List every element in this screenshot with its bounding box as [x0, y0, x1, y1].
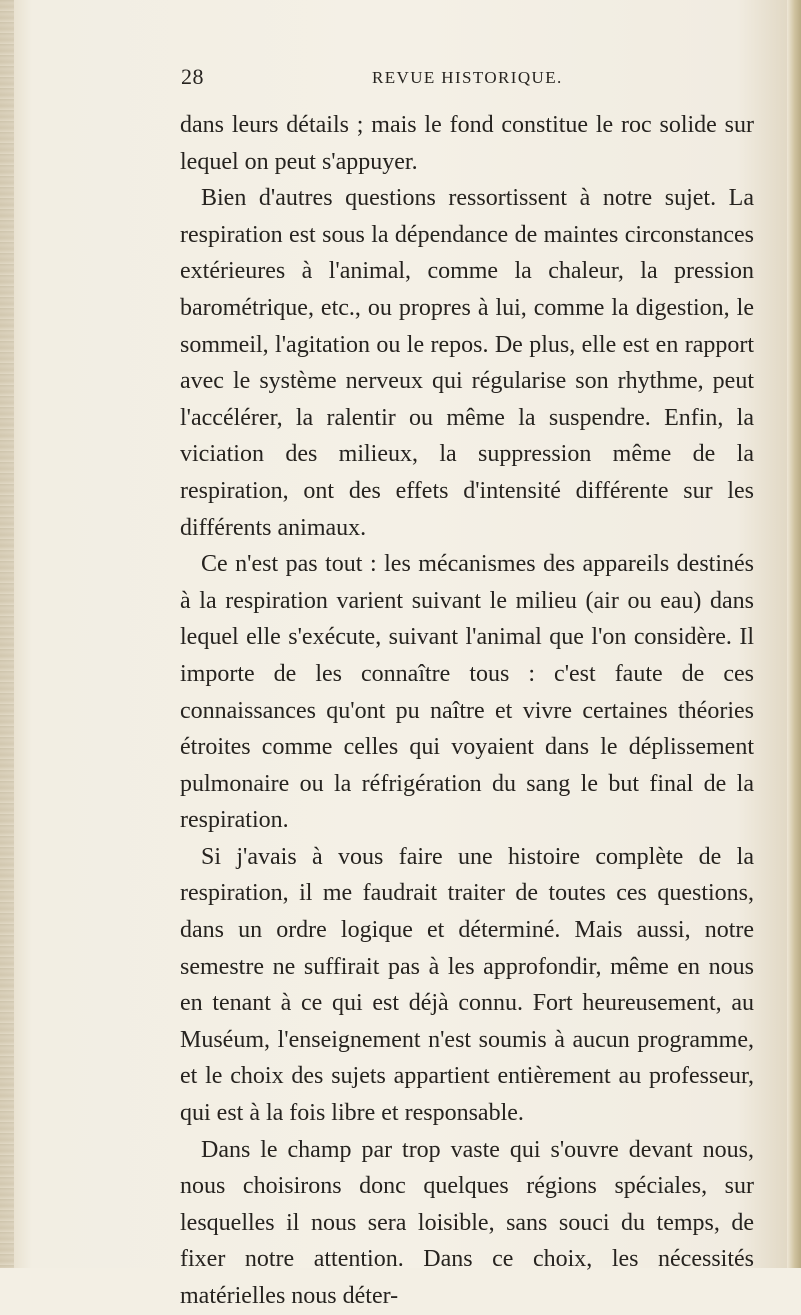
- page-right-edge: [787, 0, 801, 1268]
- body-text: [180, 107, 754, 1315]
- paragraph-5: Dans le champ par trop vaste qui s'ouvre devant nous, nous choisirons donc quelques régions spéciales, sur lesquelles il nous sera loisible, sans souci du temps, de fixer notre attention. Dans ce choix, les nécessités matérielles nous déter-: [180, 1136, 754, 1309]
- running-head: [0, 64, 801, 94]
- paragraph-4: Si j'avais à vous faire une histoire complète de la respiration, il me faudrait traiter de toutes ces questions, dans un ordre logique et déterminé. Mais aussi, notre semestre ne suffirait pas à les approfondir, même en nous en tenant à ce qui est déjà connu. Fort heureusement, au Muséum, l'enseignement n'est soumis à aucun programme, et le choix des sujets appartient entièrement au professeur, qui est à la fois libre et responsable.: [180, 843, 754, 1127]
- journal-title: REVUE HISTORIQUE.: [372, 68, 563, 87]
- page-left-edge: [0, 0, 14, 1268]
- page-number: 28: [181, 64, 204, 89]
- paragraph-2: Bien d'autres questions ressortissent à notre sujet. La respiration est sous la dépendance de maintes circonstances extérieures à l'animal, comme la chaleur, la pression barométrique, etc., ou propres à lui, comme la digestion, le sommeil, l'agitation ou le repos. De plus, elle est en rapport avec le système nerveux qui régularise son rhythme, peut l'accélérer, la ralentir ou même la suspendre. Enfin, la viciation des milieux, la suppression même de la respiration, ont des effets d'intensité différente sur les différents animaux.: [180, 185, 754, 541]
- paragraph-3: Ce n'est pas tout : les mécanismes des appareils destinés à la respiration varient suivant le milieu (air ou eau) dans lequel elle s'exécute, suivant l'animal que l'on considère. Il importe de les connaître tous : c'est faute de ces connaissances qu'ont pu naître et vivre certaines théories étroites comme celles qui voyaient dans le déplissement pulmonaire ou la réfrigération du sang le but final de la respiration.: [180, 551, 754, 834]
- paragraph-1: dans leurs détails ; mais le fond constitue le roc solide sur lequel on peut s'appuyer.: [180, 112, 754, 175]
